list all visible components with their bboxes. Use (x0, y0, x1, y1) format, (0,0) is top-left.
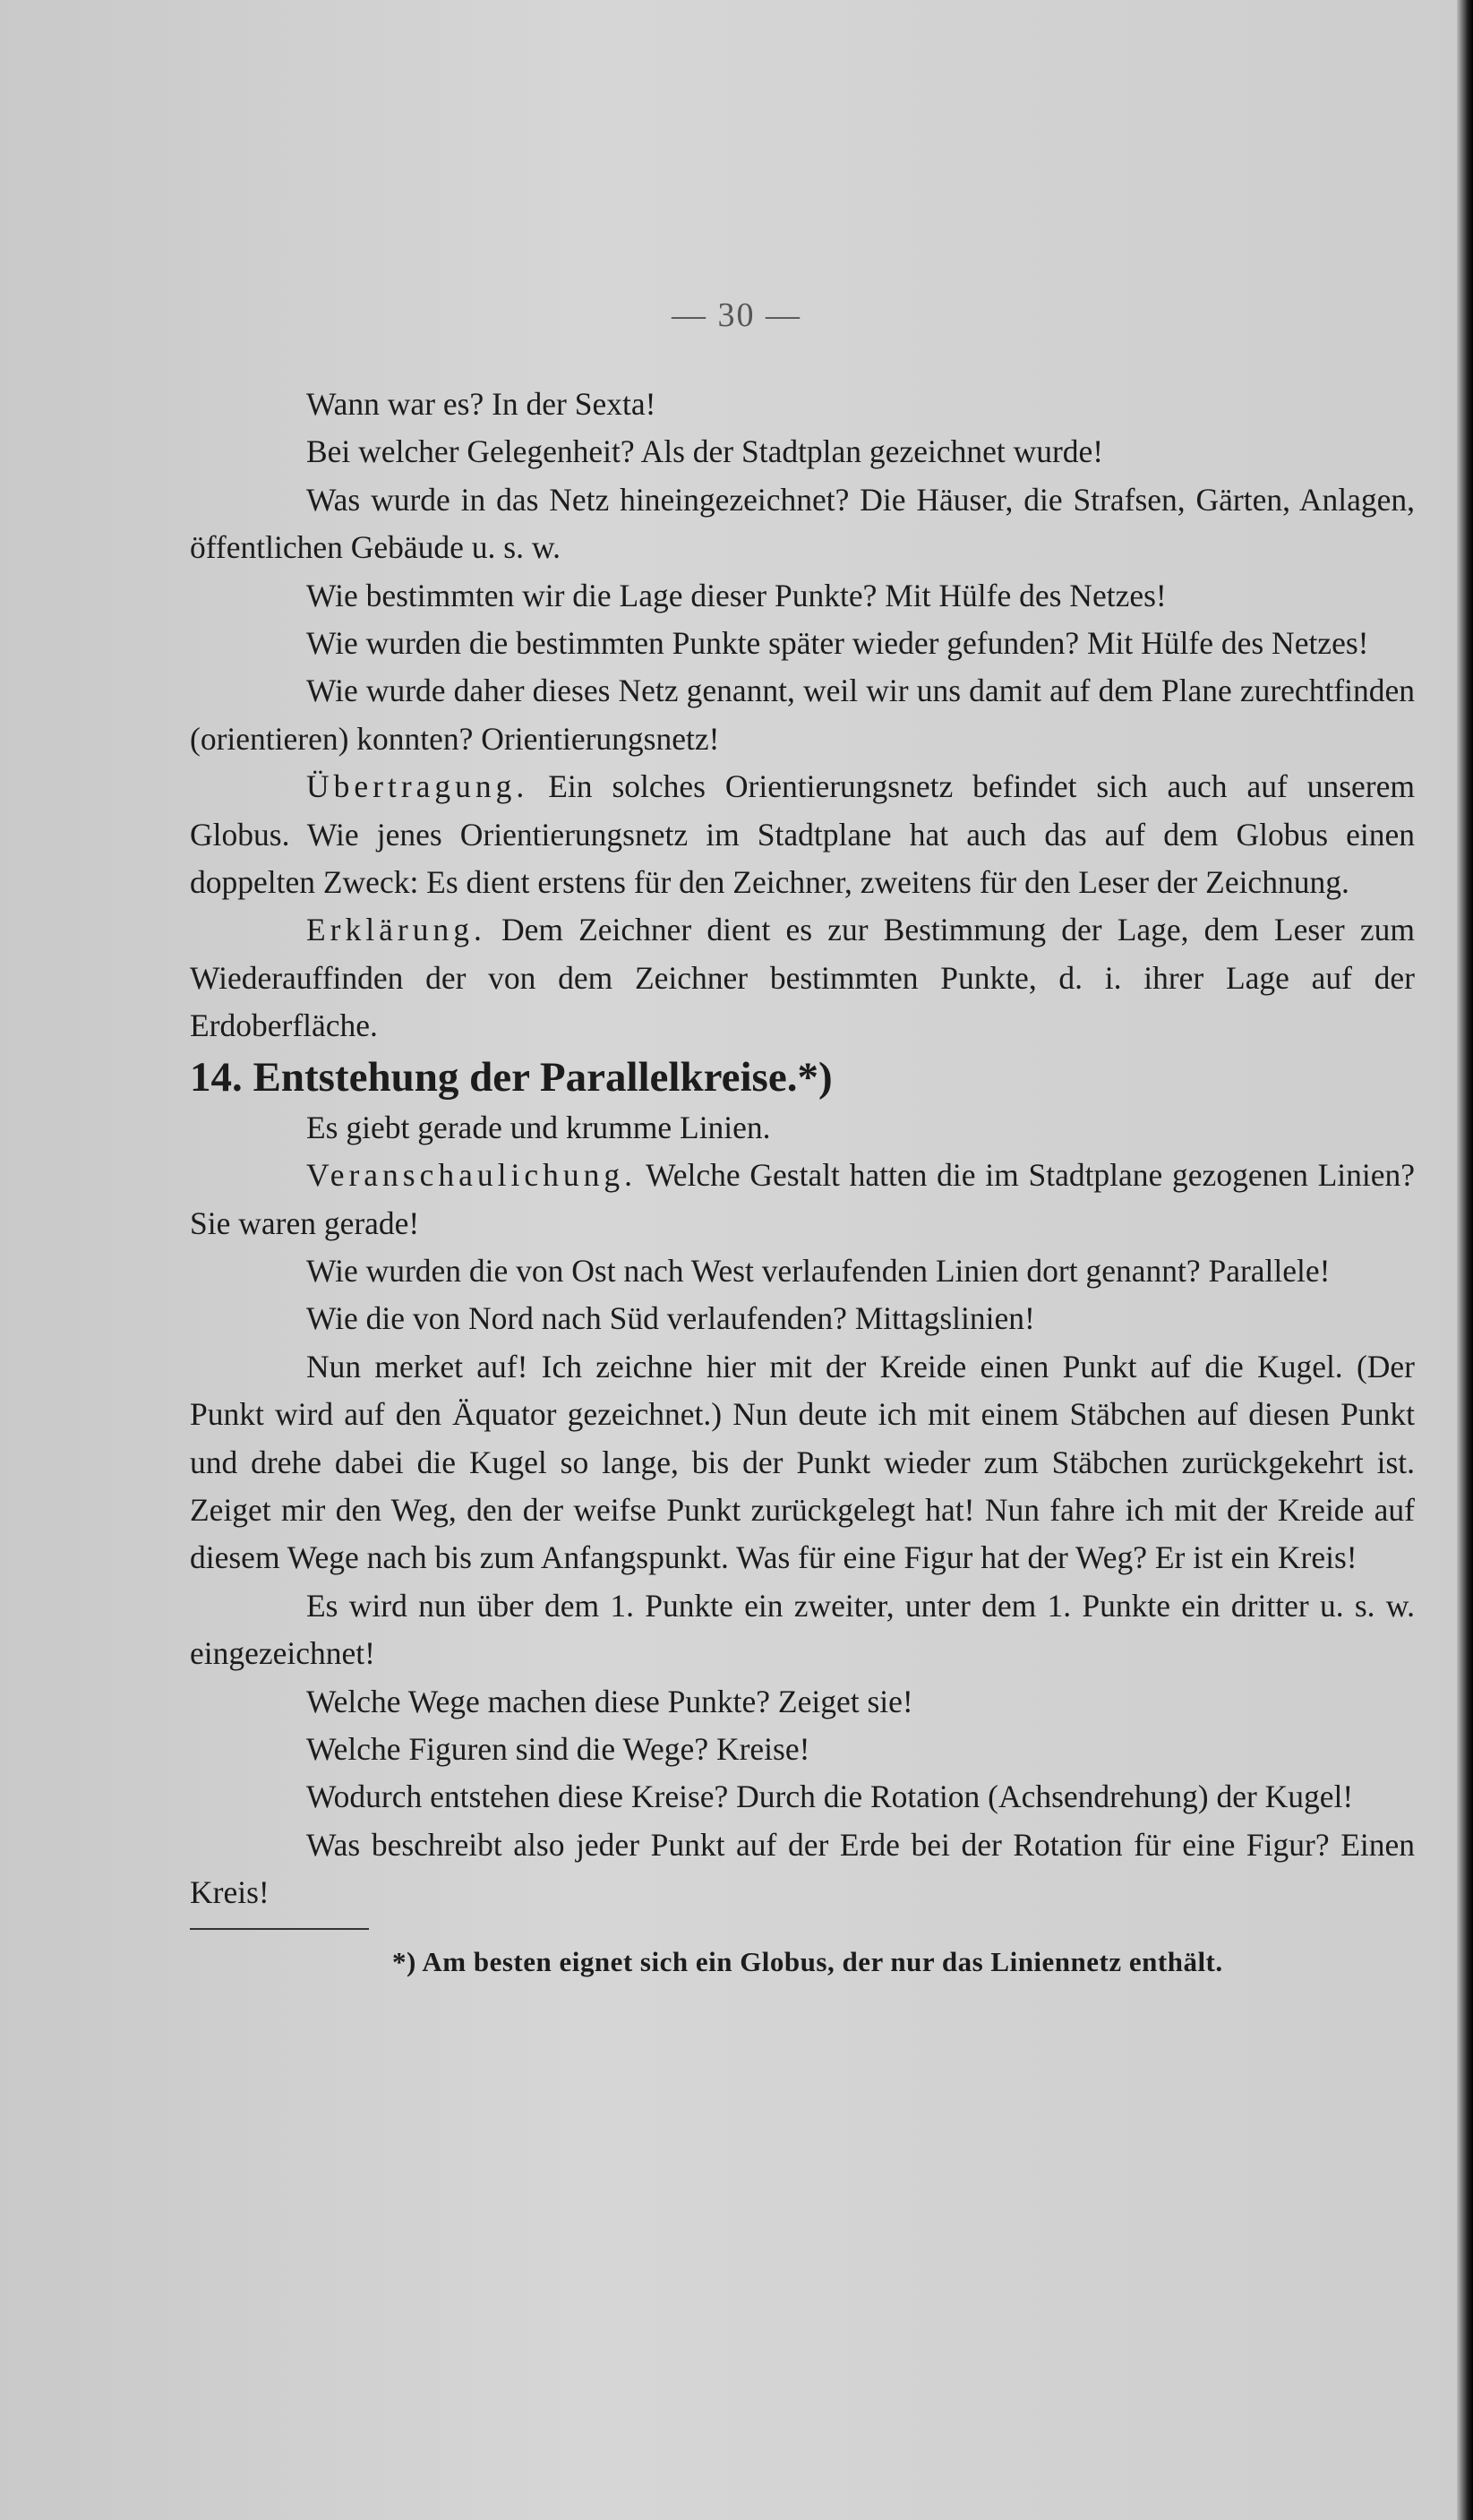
paragraph: Wie bestimmten wir die Lage dieser Punkte? Mit Hülfe des Netzes! (306, 577, 1167, 613)
paragraph: Welche Wege machen diese Punkte? Zeiget sie! (306, 1683, 913, 1719)
spaced-lead: Erklärung. (306, 912, 486, 948)
paragraph-uebertragung (190, 763, 1415, 906)
paragraph: Wodurch entstehen diese Kreise? Durch die Rotation (Achsendrehung) der Kugel! (306, 1779, 1354, 1815)
paragraph-text: Ein solches Orientierungsnetz befindet sich auch auf unserem Globus. Wie jenes Orientierungsnetz im Stadtplane hat auch das auf dem Globus einen doppelten Zweck: Es dient erstens für den Zeichner, zweitens für den Leser der Zeichnung. (190, 768, 1415, 901)
paragraph: Wie wurden die bestimmten Punkte später wieder gefunden? Mit Hülfe des Netzes! (306, 625, 1369, 662)
footnote-rule (190, 1928, 369, 1930)
paragraph: Bei welcher Gelegenheit? Als der Stadtplan gezeichnet wurde! (306, 433, 1104, 470)
page-body (190, 381, 1415, 1982)
footnote: *) Am besten eignet sich ein Globus, der nur das Liniennetz enthält. (392, 1945, 1223, 1977)
paragraph: Wann war es? In der Sexta! (306, 386, 656, 422)
paragraph: Es giebt gerade und krumme Linien. (306, 1109, 771, 1145)
spaced-lead: Veranschaulichung. (306, 1157, 637, 1194)
paragraph: Was wurde in das Netz hineingezeichnet? Die Häuser, die Strafsen, Gärten, Anlagen, öffentlichen Gebäude u. s. w. (190, 481, 1415, 566)
paragraph-text: Dem Zeichner dient es zur Bestimmung der Lage, dem Leser zum Wiederauffinden der von dem Zeichner bestimmten Punkte, d. i. ihrer Lage auf der Erdoberfläche. (190, 912, 1415, 1044)
paragraph: Was beschreibt also jeder Punkt auf der Erde bei der Rotation für eine Figur? Einen Kreis! (190, 1826, 1415, 1911)
page-number: — 30 — (672, 296, 801, 334)
page-edge-shadow (1457, 0, 1473, 2520)
paragraph-erklaerung (190, 906, 1415, 1050)
paragraph: Wie wurde daher dieses Netz genannt, weil wir uns damit auf dem Plane zurechtfinden (orientieren) konnten? Orientierungsnetz! (190, 673, 1415, 757)
paragraph-veranschaulichung (190, 1152, 1415, 1247)
spaced-lead: Übertragung. (306, 768, 529, 805)
section-heading: 14. Entstehung der Parallelkreise.*) (190, 1053, 833, 1101)
paragraph: Welche Figuren sind die Wege? Kreise! (306, 1730, 810, 1767)
paragraph: Wie wurden die von Ost nach West verlaufenden Linien dort genannt? Parallele! (306, 1252, 1331, 1289)
paragraph: Wie die von Nord nach Süd verlaufenden? Mittagslinien! (306, 1300, 1035, 1337)
paragraph-text: Welche Gestalt hatten die im Stadtplane gezogenen Linien? Sie waren gerade! (190, 1157, 1415, 1241)
paragraph: Nun merket auf! Ich zeichne hier mit der Kreide einen Punkt auf die Kugel. (Der Punkt wird auf den Äquator gezeichnet.) Nun deute ich mit einem Stäbchen auf diesen Punkt und drehe dabei die Kugel so lange, bis der Punkt wieder zum Stäbchen zurückgekehrt ist. Zeiget mir den Weg, den der weifse Punkt zurückgelegt hat! Nun fahre ich mit der Kreide auf diesem Wege nach bis zum Anfangspunkt. Was für eine Figur hat der Weg? Er ist ein Kreis! (190, 1348, 1415, 1576)
paragraph: Es wird nun über dem 1. Punkte ein zweiter, unter dem 1. Punkte ein dritter u. s. w. eingezeichnet! (190, 1587, 1415, 1672)
